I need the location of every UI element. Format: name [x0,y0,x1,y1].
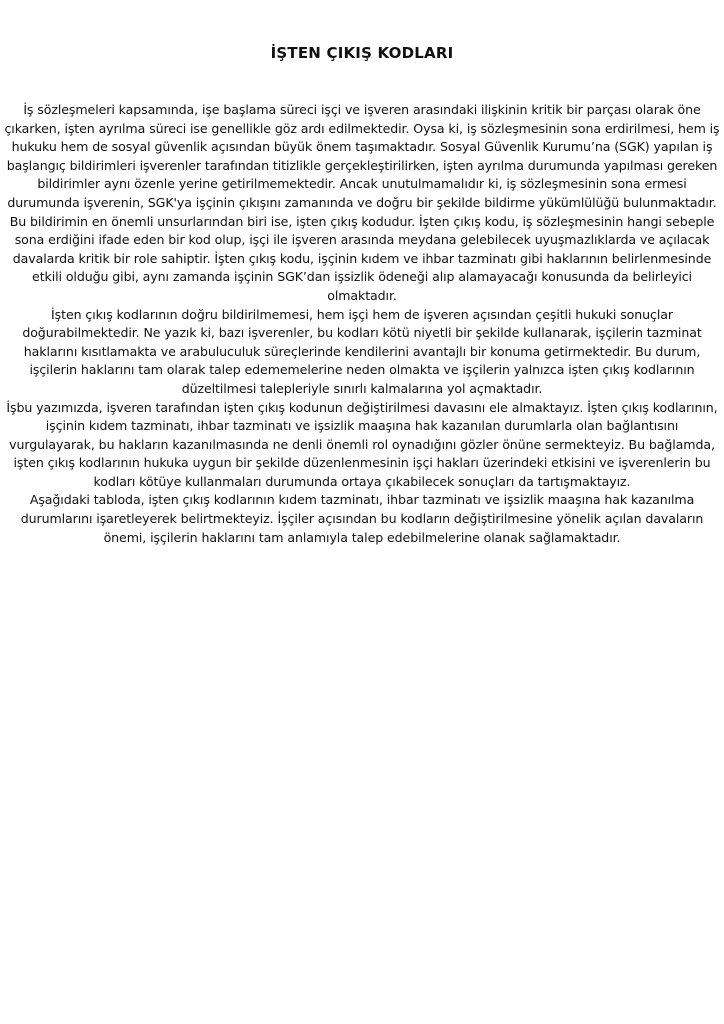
document-body [2,101,722,547]
paragraph: Bu bildirimin en önemli unsurlarından biri ise, işten çıkış kodudur. İşten çıkış kodu, iş sözleşmesinin hangi sebeple sona erdiğini ifade eden bir kod olup, işçi ile işveren arasında meydana gelebilecek uyuşmazlıklarda ve açılacak davalarda kritik bir role sahiptir. İşten çıkış kodu, işçinin kıdem ve ihbar tazminatı gibi haklarının belirlenmesinde etkili olduğu gibi, aynı zamanda işçinin SGK’dan işsizlik ödeneği alıp alamayacağı konusunda da belirleyici olmaktadır. [9,213,715,303]
paragraph: İş sözleşmeleri kapsamında, işe başlama süreci işçi ve işveren arasındaki ilişkinin kritik bir parçası olarak öne çıkarken, işten ayrılma süreci ise genellikle göz ardı edilmektedir. Oysa ki, iş sözleşmesinin sona erdirilmesi, hem iş hukuku hem de sosyal güvenlik açısından büyük önem taşımaktadır. Sosyal Güvenlik Kurumu’na (SGK) yapılan iş başlangıç bildirimleri işverenler tarafından titizlikle gerçekleştirilirken, işten ayrılma durumunda yapılması gereken bildirimler aynı özenle yerine getirilmemektedir. Ancak unutulmamalıdır ki, iş sözleşmesinin sona ermesi durumunda işverenin, SGK'ya işçinin çıkışını zamanında ve doğru bir şekilde bildirme yükümlülüğü bulunmaktadır. [4,102,720,210]
paragraph: İşbu yazımızda, işveren tarafından işten çıkış kodunun değiştirilmesi davasını ele almaktayız. İşten çıkış kodlarının, işçinin kıdem tazminatı, ihbar tazminatı ve işsizlik maaşına hak kazanılan durumlarla olan bağlantısını vurgulayarak, bu hakların kazanılmasında ne denli önemli rol oynadığını gözler önüne sermekteyiz. Bu bağlamda, işten çıkış kodlarının hukuka uygun bir şekilde düzenlenmesinin işçi hakları üzerindeki etkisini ve işverenlerin bu kodları kötüye kullanmaları durumunda ortaya çıkabilecek sonuçları da tartışmaktayız. [6,399,718,489]
document-title: İŞTEN ÇIKIŞ KODLARI [270,44,454,62]
paragraph: Aşağıdaki tabloda, işten çıkış kodlarının kıdem tazminatı, ihbar tazminatı ve işsizlik maaşına hak kazanılma durumlarını işaretleyerek belirtmekteyiz. İşçiler açısından bu kodların değiştirilmesine yönelik açılan davaların önemi, işçilerin haklarını tam anlamıyla talep edebilmelerine olanak sağlamaktadır. [20,492,704,545]
paragraph: İşten çıkış kodlarının doğru bildirilmemesi, hem işçi hem de işveren açısından çeşitli hukuki sonuçlar doğurabilmektedir. Ne yazık ki, bazı işverenler, bu kodları kötü niyetli bir şekilde kullanarak, işçilerin tazminat haklarını kısıtlamakta ve arabuluculuk süreçlerinde kendilerini avantajlı bir konuma getirmektedir. Bu durum, işçilerin haklarını tam olarak talep edememelerine neden olmakta ve işçilerin yalnızca işten çıkış kodlarının düzeltilmesi talepleriyle sınırlı kalmalarına yol açmaktadır. [22,306,702,396]
